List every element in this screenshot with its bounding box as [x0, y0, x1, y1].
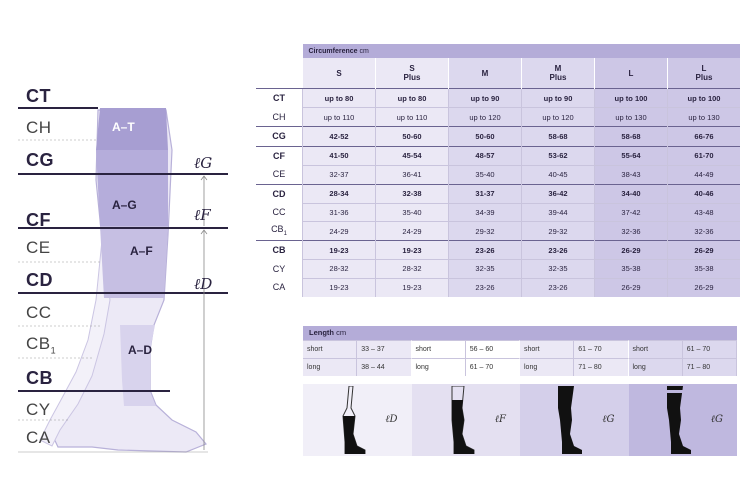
circumference-cell: 58-68 [522, 127, 595, 147]
thigh-g-band-stocking-icon [655, 386, 695, 454]
level-label-ce: CE [26, 238, 51, 257]
circumference-row [256, 241, 740, 260]
circumference-cell: 26-29 [595, 278, 668, 297]
circumference-cell: 32-38 [376, 184, 449, 203]
circumference-cell: 31-37 [449, 184, 522, 203]
thigh-g-stocking-icon [546, 386, 586, 454]
circumference-cell: 36-41 [376, 165, 449, 184]
circumference-row [256, 184, 740, 203]
pictogram-label-lf: ℓF [494, 414, 506, 425]
circumference-cell: 53-62 [522, 146, 595, 165]
circumference-cell: 32-36 [668, 222, 741, 241]
row-label: CF [256, 146, 303, 165]
row-label: CH [256, 108, 303, 127]
circumference-cell: 37-42 [595, 203, 668, 222]
circumference-cell: 32-35 [449, 260, 522, 279]
row-label: CC [256, 203, 303, 222]
size-header-m-plus: M Plus [522, 58, 595, 89]
circumference-cell: 42-52 [303, 127, 376, 147]
circumference-cell: 58-68 [595, 127, 668, 147]
size-header-l: L [595, 58, 668, 89]
length-cell: 61 – 70 [683, 340, 737, 358]
row-label: CY [256, 260, 303, 279]
circumference-cell: 19-23 [303, 241, 376, 260]
length-grid [303, 340, 737, 376]
circumference-cell: 45-54 [376, 146, 449, 165]
row-label: CE [256, 165, 303, 184]
circumference-cell: 29-32 [449, 222, 522, 241]
row-label: CG [256, 127, 303, 147]
circumference-cell: up to 130 [668, 108, 741, 127]
circumference-cell: 29-32 [522, 222, 595, 241]
length-cell: 33 – 37 [357, 340, 411, 358]
level-label-cb: CB [26, 368, 53, 388]
level-label-cd: CD [26, 270, 53, 290]
zone-label-at: A–T [112, 120, 135, 134]
level-label-ca: CA [26, 428, 51, 447]
row-label: CT [256, 89, 303, 108]
circumference-cell: 19-23 [376, 241, 449, 260]
circumference-row [256, 203, 740, 222]
circumference-cell: 31-36 [303, 203, 376, 222]
leg-measurement-diagram [0, 0, 300, 500]
circumference-cell: 32-36 [595, 222, 668, 241]
circumference-row [256, 89, 740, 108]
circumference-cell: 32-37 [303, 165, 376, 184]
pictogram-knee-high [303, 384, 412, 456]
circumference-cell: 28-34 [303, 184, 376, 203]
circumference-cell: 26-29 [668, 241, 741, 260]
length-cell: long [629, 358, 683, 376]
circumference-cell: 48-57 [449, 146, 522, 165]
circumference-cell: 41-50 [303, 146, 376, 165]
zone-label-af: A–F [130, 244, 153, 258]
circumference-cell: 19-23 [303, 278, 376, 297]
level-label-ch: CH [26, 118, 52, 137]
circumference-cell: 24-29 [376, 222, 449, 241]
pictogram-thigh-f [412, 384, 521, 456]
length-table [303, 326, 737, 456]
circumference-cell: 23-26 [522, 278, 595, 297]
circumference-row [256, 108, 740, 127]
zone-label-ag: A–G [112, 198, 137, 212]
circumference-row [256, 222, 740, 241]
circumference-cell: 19-23 [376, 278, 449, 297]
circumference-cell: 34-39 [449, 203, 522, 222]
level-label-cg: CG [26, 150, 54, 170]
length-cell: 71 – 80 [574, 358, 628, 376]
length-cell: 61 – 70 [466, 358, 520, 376]
circumference-cell: 28-32 [303, 260, 376, 279]
length-cell: short [520, 340, 574, 358]
circumference-cell: up to 90 [522, 89, 595, 108]
row-label: CA [256, 278, 303, 297]
length-label-ld: ℓD [194, 275, 213, 293]
circumference-row [256, 165, 740, 184]
length-cell: 56 – 60 [466, 340, 520, 358]
level-label-cy: CY [26, 400, 51, 419]
circumference-cell: 32-35 [522, 260, 595, 279]
circumference-cell: 61-70 [668, 146, 741, 165]
circumference-row [256, 146, 740, 165]
row-label: CD [256, 184, 303, 203]
size-header-m: M [449, 58, 522, 89]
zone-ag-fill [96, 150, 168, 226]
circumference-cell: 44-49 [668, 165, 741, 184]
circumference-row [256, 278, 740, 297]
pictogram-label-lg: ℓG [602, 414, 615, 425]
level-label-cc: CC [26, 303, 52, 322]
length-cell: long [303, 358, 357, 376]
level-label-ct: CT [26, 86, 51, 106]
circumference-cell: 23-26 [449, 278, 522, 297]
length-cell: 38 – 44 [357, 358, 411, 376]
circumference-title: Circumference cm [303, 44, 741, 58]
row-label: $CB_1$ [256, 222, 303, 241]
circumference-cell: 28-32 [376, 260, 449, 279]
circumference-cell: 43-48 [668, 203, 741, 222]
thigh-f-stocking-icon [438, 386, 478, 454]
level-label-cb1: $CB_1$ [26, 334, 57, 356]
circumference-cell: up to 90 [449, 89, 522, 108]
length-cell: long [412, 358, 466, 376]
circumference-cell: up to 100 [668, 89, 741, 108]
circumference-cell: up to 80 [376, 89, 449, 108]
zone-label-ad: A–D [128, 343, 153, 357]
pictogram-label-ld: ℓD [385, 414, 398, 425]
size-header-s-plus: S Plus [376, 58, 449, 89]
circumference-cell: 35-38 [668, 260, 741, 279]
circumference-cell: 55-64 [595, 146, 668, 165]
circumference-cell: 36-42 [522, 184, 595, 203]
circumference-cell: 66-76 [668, 127, 741, 147]
circumference-cell: up to 120 [522, 108, 595, 127]
circumference-cell: 35-40 [376, 203, 449, 222]
circumference-cell: 34-40 [595, 184, 668, 203]
length-cell: 61 – 70 [574, 340, 628, 358]
circumference-cell: 23-26 [449, 241, 522, 260]
circumference-cell: 26-29 [668, 278, 741, 297]
circumference-cell: 40-46 [668, 184, 741, 203]
pictogram-thigh-g-band [629, 384, 738, 456]
length-cell: short [412, 340, 466, 358]
circumference-cell: up to 110 [303, 108, 376, 127]
knee-high-stocking-icon [329, 386, 369, 454]
zone-af-fill [100, 226, 168, 298]
circumference-cell: 39-44 [522, 203, 595, 222]
circumference-cell: 50-60 [449, 127, 522, 147]
length-cell: short [629, 340, 683, 358]
size-header-s: S [303, 58, 376, 89]
size-header-l-plus: L Plus [668, 58, 741, 89]
circumference-cell: 40-45 [522, 165, 595, 184]
circumference-cell: up to 110 [376, 108, 449, 127]
length-cell: 71 – 80 [683, 358, 737, 376]
circumference-cell: 38-43 [595, 165, 668, 184]
pictogram-thigh-g [520, 384, 629, 456]
length-cell: short [303, 340, 357, 358]
circumference-cell: up to 80 [303, 89, 376, 108]
circumference-cell: 35-38 [595, 260, 668, 279]
circumference-cell: 23-26 [522, 241, 595, 260]
circumference-cell: 35-40 [449, 165, 522, 184]
length-label-lf: ℓF [194, 206, 211, 224]
length-label-lg: ℓG [194, 154, 213, 172]
row-label: CB [256, 241, 303, 260]
circumference-cell: 50-60 [376, 127, 449, 147]
circumference-cell: up to 100 [595, 89, 668, 108]
circumference-row [256, 260, 740, 279]
level-label-cf: CF [26, 210, 51, 230]
circumference-cell: up to 130 [595, 108, 668, 127]
circumference-cell: up to 120 [449, 108, 522, 127]
circumference-cell: 26-29 [595, 241, 668, 260]
circumference-row [256, 127, 740, 147]
circumference-table [256, 44, 740, 297]
pictogram-label-lg-band: ℓG [710, 414, 723, 425]
length-pictograms [303, 384, 737, 456]
length-title: Length cm [303, 326, 737, 340]
length-cell: long [520, 358, 574, 376]
circumference-cell: 24-29 [303, 222, 376, 241]
